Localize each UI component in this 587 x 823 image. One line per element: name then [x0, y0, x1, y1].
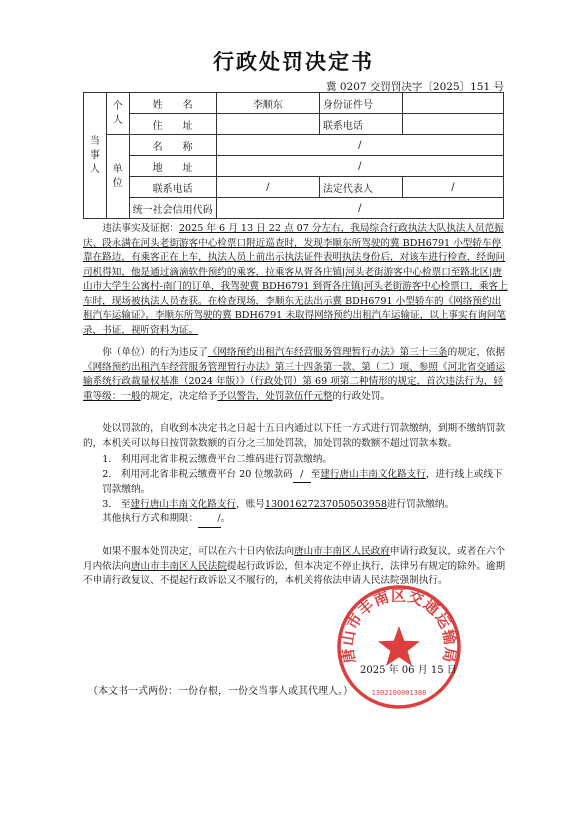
review-authority: 唐山市丰南区人民政府: [294, 546, 390, 557]
payment-method-2: 2. 利用河北省非税云缴费平台 20 位缴款码: [102, 468, 293, 480]
basis-law: 《网络预约出租汽车经营服务管理暂行办法》第三十四条第一款、第（二）项、参照《河北省交通运输系统行政裁量权基准（2024 年版）》（行政处罚）第 69 项第二种情形的规定，首次违法行为，轻重等级：一般: [83, 361, 506, 402]
individual-label: 个人: [106, 93, 129, 135]
facts-text: 2025 年 6 月 13 日 22 点 07 分左右，我局综合行政执法大队执法人员范振庆、段永满在河头老街游客中心检票口附近巡查时，发现李顺东所驾驶的冀 BDH6791 小型轿车停靠在路边，有乘客正在上车，执法人员上前出示执法证件表明执法身份后，对该车进行检查，经询问司机得知，他是通过滴滴软件预约的乘客，拉乘客从胥各庄镇|河头老街游客中心检票口至路北区|唐山市大学生公寓村-南门的订单，我驾驶冀 BDH6791 到胥各庄镇|河头老街游客中心检票口，乘客上车时，现场被执法人员查获。在检查现场，李顺东无法出示冀 BDH6791 小型轿车的《网络预约出租汽车运输证》。李顺东所驾驶的冀 BDH6791 未取得网络预约出租汽车运输证，以上事实有询问笔录，书证，视听资料为证。: [83, 223, 508, 336]
unit-phone-label: 联系电话: [129, 177, 216, 198]
unit-address-label: 地 址: [129, 156, 216, 177]
violation-text-1: 你（单位）的行为违反了: [102, 347, 208, 358]
payment-method-3: 3. 至: [102, 498, 131, 510]
unit-phone-value: /: [216, 177, 319, 198]
official-seal-stamp: [334, 582, 464, 712]
other-method-value: /: [198, 512, 220, 528]
penalty: 予以警告，处罚款伍仟元整: [217, 390, 333, 402]
id-value: [402, 93, 503, 114]
name-value: 李顺东: [216, 93, 319, 114]
address-label: 住 址: [129, 114, 216, 135]
payment-method-1: 1. 利用河北省非税云缴费平台二维码进行罚款缴纳。: [102, 454, 332, 465]
violation-text-4: 的行政处罚。: [332, 390, 390, 402]
facts-lead: 违法事实及证据：: [102, 223, 179, 234]
payment-method-2-to: 至: [310, 468, 321, 480]
legal-rep-value: /: [402, 177, 503, 198]
party-info-table: [83, 92, 504, 219]
payment-intro: 处以罚款的，自收到本决定书之日起十五日内通过以下任一方式进行罚款缴纳，到期不缴纳罚款的，本机关可以每日按罚款数额的百分之三加处罚款，加处罚款的数额不超过罚款本数。: [83, 423, 506, 449]
payment-method-2-end: ，进行线上或线下罚款缴纳。: [102, 468, 503, 495]
unit-name-label: 名 称: [129, 135, 216, 156]
unit-label: 单位: [106, 135, 129, 219]
seal-star-icon: [378, 626, 420, 666]
document-number: 冀 0207 交罚罚决字〔2025〕151 号: [326, 81, 504, 93]
remedy-text-3: 提起行政诉讼，但本决定不停止执行，法律另有规定的除外。逾期不申请行政复议、不提起行政诉讼又不履行的，本机关将依法申请人民法院强制执行。: [83, 560, 506, 586]
payment-method-3-end: 进行罚款缴纳。: [386, 498, 455, 510]
other-method-end: 。: [220, 513, 231, 524]
address-value: [216, 114, 319, 135]
unit-address-value: /: [216, 156, 503, 177]
remedy-text-1: 如果不服本处罚决定，可以在六十日内依法向: [102, 546, 295, 557]
seal-text: 唐山市丰南区交通运输局: [338, 586, 460, 665]
phone-value: [402, 114, 503, 135]
payment-code: /: [293, 468, 311, 484]
legal-rep-label: 法定代表人: [319, 177, 402, 198]
phone-label: 联系电话: [319, 114, 402, 135]
document-title: 行政处罚决定书: [213, 49, 374, 74]
name-label: 姓 名: [129, 93, 216, 114]
facts-section: [83, 222, 508, 338]
payment-bank-1: 建行唐山丰南文化路支行: [320, 468, 426, 480]
violation-section: [83, 346, 508, 404]
credit-code-value: /: [216, 198, 503, 219]
other-method-label: 其他执行方式和期限：: [102, 513, 199, 524]
credit-code-label: 统一社会信用代码: [129, 198, 216, 219]
payment-account: 13001627237050503958: [264, 498, 387, 510]
payment-section: [83, 422, 508, 528]
id-label: 身份证件号: [319, 93, 402, 114]
footer-note: （本文书一式两份：一份存根，一份交当事人或其代理人。）: [88, 686, 353, 697]
violation-text-3: 的规定，决定给予: [140, 390, 218, 402]
payment-bank-2: 建行唐山丰南文化路支行: [130, 498, 237, 510]
court: 唐山市丰南区人民法院: [130, 560, 227, 572]
issue-date: 2025 年 06 月 15 日: [360, 665, 457, 676]
remedy-text-2: 申请行政复议，或者在六个月内依法向: [83, 546, 506, 572]
payment-account-label: ，账号: [236, 498, 265, 510]
violated-law: 《网络预约出租汽车经营服务管理暂行办法》第三十三条: [207, 347, 448, 358]
seal-code: 1302100001388: [371, 689, 427, 697]
party-label: 当事人: [84, 93, 107, 219]
violation-text-2: 的规定，依据: [447, 347, 506, 358]
unit-name-value: /: [216, 135, 503, 156]
